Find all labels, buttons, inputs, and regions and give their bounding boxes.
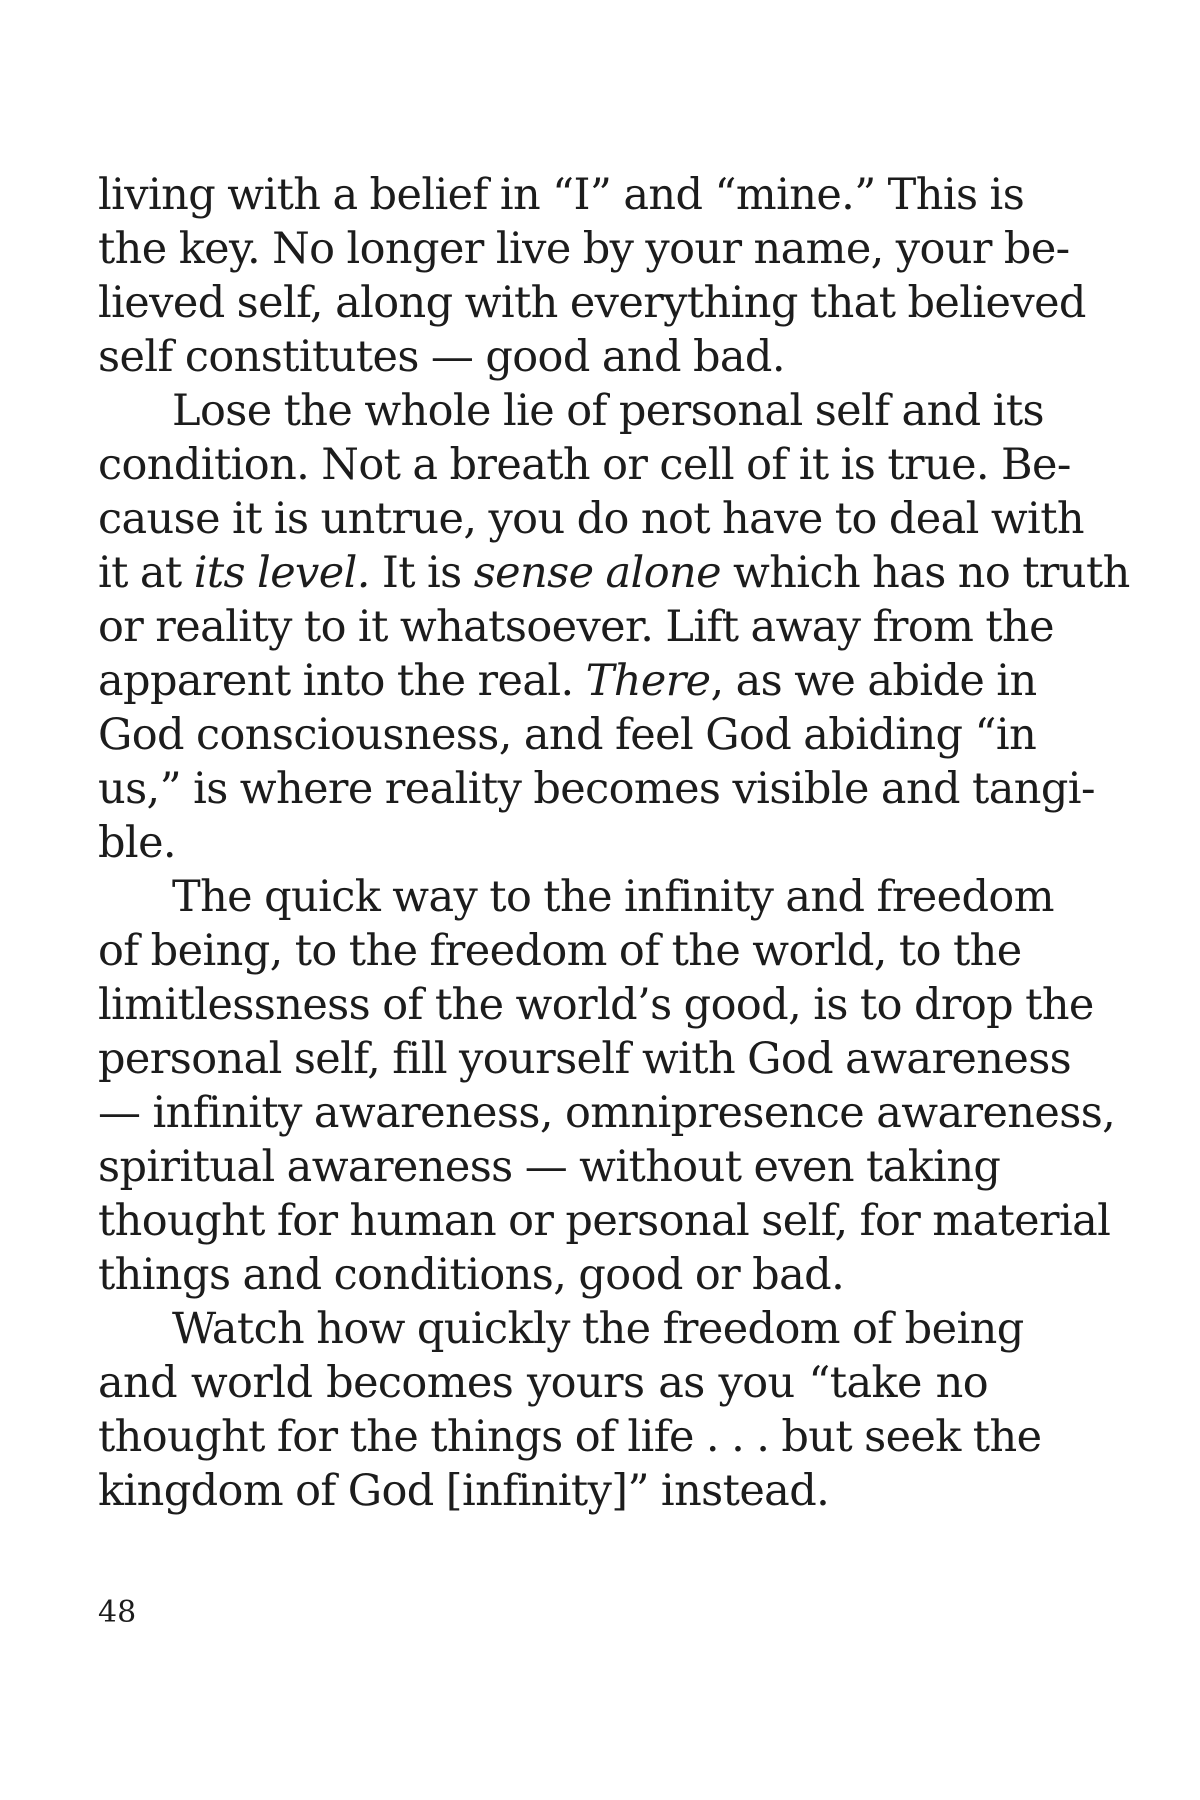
text-run: which has no truth: [720, 548, 1130, 598]
paragraph-1: [98, 168, 1086, 384]
text-line: thought for the things of life . . . but seek the: [98, 1412, 1042, 1462]
text-line: — infinity awareness, omnipresence awareness,: [98, 1088, 1116, 1138]
italic-run: There: [585, 656, 711, 706]
text-line: the key. No longer live by your name, your be-: [98, 224, 1070, 274]
text-line: ble.: [98, 818, 176, 868]
text-line: of being, to the freedom of the world, to the: [98, 926, 1022, 976]
text-line: [98, 654, 1037, 708]
text-line: or reality to it whatsoever. Lift away from the: [98, 602, 1054, 652]
paragraph-4: [98, 1302, 1042, 1518]
text-line: kingdom of God [infinity]” instead.: [98, 1466, 830, 1516]
text-line: Lose the whole lie of personal self and its: [172, 386, 1044, 436]
text-line: cause it is untrue, you do not have to deal with: [98, 494, 1084, 544]
text-line: us,” is where reality becomes visible and tangi-: [98, 764, 1095, 814]
text-line: limitlessness of the world’s good, is to drop the: [98, 980, 1094, 1030]
text-line: things and conditions, good or bad.: [98, 1250, 845, 1300]
text-run: it at: [98, 548, 194, 598]
text-run: , as we abide in: [710, 656, 1037, 706]
text-line: self constitutes — good and bad.: [98, 332, 785, 382]
italic-run: its level.: [193, 548, 370, 598]
text-line: and world becomes yours as you “take no: [98, 1358, 988, 1408]
text-line: Watch how quickly the freedom of being: [172, 1304, 1024, 1354]
text-line: personal self, fill yourself with God awareness: [98, 1034, 1072, 1084]
text-line: thought for human or personal self, for material: [98, 1196, 1111, 1246]
body-text: [98, 168, 1130, 1518]
text-line: lieved self, along with everything that believed: [98, 278, 1086, 328]
text-line: [98, 546, 1130, 600]
paragraph-2: [98, 384, 1130, 870]
text-line: God consciousness, and feel God abiding “in: [98, 710, 1037, 760]
text-line: spiritual awareness — without even taking: [98, 1142, 1001, 1192]
text-line: The quick way to the infinity and freedom: [172, 872, 1054, 922]
text-run: It is: [369, 548, 474, 598]
text-line: condition. Not a breath or cell of it is true. Be-: [98, 440, 1071, 490]
italic-run: sense alone: [473, 548, 721, 598]
page-number: 48: [98, 1595, 137, 1630]
paragraph-3: [98, 870, 1116, 1302]
text-run: apparent into the real.: [98, 656, 586, 706]
text-line: living with a belief in “I” and “mine.” This is: [98, 170, 1025, 220]
